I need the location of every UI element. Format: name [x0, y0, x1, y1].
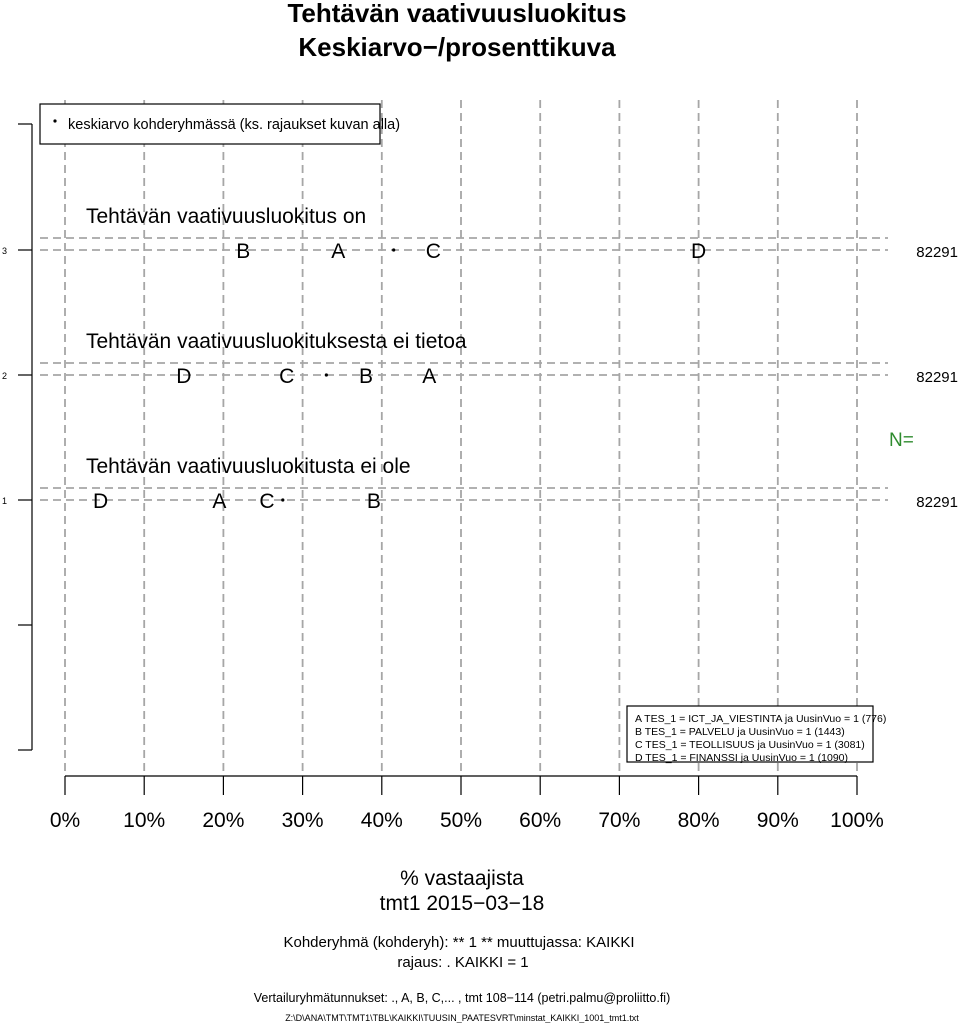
point-label-a: A	[331, 240, 346, 263]
x-tick-label: 60%	[519, 809, 562, 832]
series-legend-b: B TES_1 = PALVELU ja UusinVuo = 1 (1443)	[635, 726, 845, 738]
footer-file-path: Z:\D\ANA\TMT\TMT1\TBL\KAIKKI\TUUSIN_PAATESVRT\minstat_KAIKKI_1001_tmt1.txt	[285, 1013, 639, 1023]
n-label: N=	[889, 430, 914, 451]
series-legend-d: D TES_1 = FINANSSI ja UusinVuo = 1 (1090)	[635, 752, 849, 764]
legend-dot-text: keskiarvo kohderyhmässä (ks. rajaukset kuvan alla)	[68, 117, 401, 133]
series-legend	[627, 706, 886, 764]
x-axis-label: % vastaajista	[400, 867, 524, 890]
row-mean-marker	[392, 248, 395, 251]
legend-dot-icon	[53, 119, 56, 122]
row-label: Tehtävän vaativuusluokitusta ei ole	[86, 455, 411, 478]
x-tick-label: 100%	[830, 809, 884, 832]
row-mean-marker	[281, 498, 284, 501]
y-tick-label: 2	[2, 371, 8, 381]
x-tick-label: 20%	[202, 809, 245, 832]
row-n-value: 82291	[916, 494, 958, 511]
row-n-value: 82291	[916, 369, 958, 386]
data-rows	[2, 205, 958, 513]
footer-comparison-groups: Vertailuryhmätunnukset: ., A, B, C,... , tmt 108−114 (petri.palmu@proliitto.fi)	[253, 991, 671, 1005]
y-tick-label: 3	[2, 246, 8, 256]
point-label-d: D	[176, 365, 192, 388]
row-label: Tehtävän vaativuusluokitus on	[86, 205, 367, 228]
point-label-b: B	[358, 365, 373, 388]
series-legend-a: A TES_1 = ICT_JA_VIESTINTA ja UusinVuo = 1 (776)	[635, 713, 887, 725]
y-tick-label: 1	[2, 496, 8, 506]
x-tick-label: 0%	[49, 809, 81, 832]
x-tick-label: 50%	[439, 809, 483, 832]
y-axis-bracket	[18, 124, 32, 750]
x-tick-label: 70%	[598, 809, 641, 832]
footer-restriction: rajaus: . KAIKKI = 1	[397, 954, 529, 971]
point-label-c: C	[279, 365, 295, 388]
point-label-b: B	[236, 240, 251, 263]
point-label-d: D	[691, 240, 707, 263]
x-tick-label: 80%	[677, 809, 720, 832]
chart-title: Tehtävän vaativuusluokitus	[287, 0, 627, 28]
point-label-c: C	[425, 240, 441, 263]
point-label-c: C	[259, 490, 275, 513]
x-axis	[50, 776, 884, 832]
series-legend-c: C TES_1 = TEOLLISUUS ja UusinVuo = 1 (3081)	[635, 739, 865, 751]
x-tick-label: 10%	[123, 809, 166, 832]
x-tick-label: 90%	[756, 809, 799, 832]
row-label: Tehtävän vaativuusluokituksesta ei tietoa	[86, 330, 467, 353]
point-label-a: A	[422, 365, 437, 388]
x-axis-label-secondary: tmt1 2015−03−18	[379, 892, 545, 915]
row-mean-marker	[325, 373, 328, 376]
footer-target-group: Kohderyhmä (kohderyh): ** 1 ** muuttujassa: KAIKKI	[283, 934, 635, 951]
row-n-value: 82291	[916, 244, 958, 261]
chart-subtitle: Keskiarvo−/prosenttikuva	[298, 32, 616, 62]
point-label-b: B	[366, 490, 381, 513]
x-tick-label: 30%	[281, 809, 324, 832]
point-label-d: D	[93, 490, 109, 513]
x-tick-label: 40%	[360, 809, 403, 832]
point-label-a: A	[212, 490, 227, 513]
top-legend	[40, 104, 400, 144]
gridlines	[65, 100, 857, 775]
